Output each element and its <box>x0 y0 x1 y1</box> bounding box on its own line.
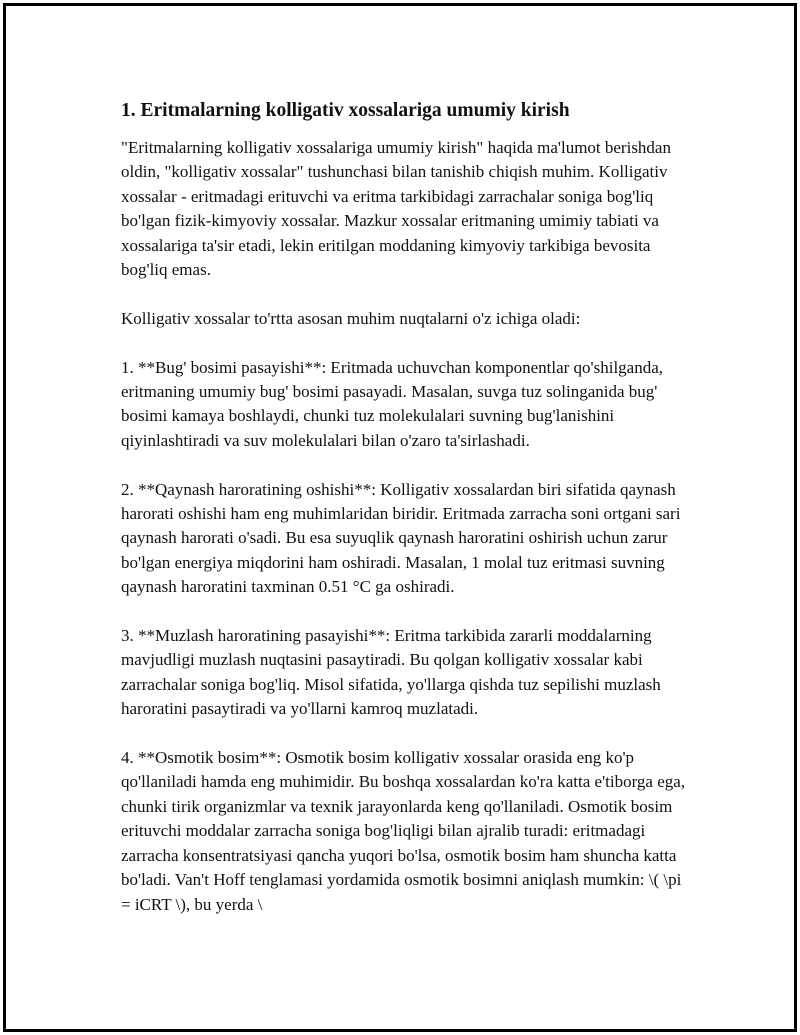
item-boiling-point-paragraph: 2. **Qaynash haroratining oshishi**: Kolligativ xossalardan biri sifatida qaynash harorati oshishi ham eng muhimlaridan biridir. Eritmada zarracha soni ortgani sari qaynash harorati o'sadi. Bu esa suyuqlik qaynash haroratini oshirish uchun zarur bo'lgan energiya miqdorini ham oshiradi. Masalan, 1 molal tuz eritmasi suvning qaynash haroratini taxminan 0.51 °C ga oshiradi. <box>121 479 681 597</box>
document-body <box>121 98 691 941</box>
item-osmotic-pressure-paragraph: 4. **Osmotik bosim**: Osmotik bosim kolligativ xossalar orasida eng ko'p qo'llaniladi hamda eng muhimidir. Bu boshqa xossalardan ko'ra katta e'tiborga ega, chunki tirik organizmlar va texnik jarayonlarda keng qo'llaniladi. Osmotik bosim erituvchi moddalar zarracha soniga bog'liqligi bilan ajralib turadi: eritmadagi zarracha konsentratsiyasi qancha yuqori bo'lsa, osmotik bosim ham shuncha katta bo'ladi. Van't Hoff tenglamasi yordamida osmotik bosimni aniqlash mumkin: \( \pi = iCRT \), bu yerda \ <box>121 748 686 914</box>
item-freezing-point-paragraph: 3. **Muzlash haroratining pasayishi**: Eritma tarkibida zararli moddalarning mavjudligi muzlash nuqtasini pasaytiradi. Bu qolgan kolligativ xossalar kabi zarrachalar soniga bog'liq. Misol sifatida, yo'llarga qishda tuz sepilishi muzlash haroratini pasaytiradi va yo'llarni kamroq muzlatadi. <box>121 626 661 719</box>
intro-paragraph: "Eritmalarning kolligativ xossalariga umumiy kirish" haqida ma'lumot berishdan oldin, "kolligativ xossalar" tushunchasi bilan tanishib chiqish muhim. Kolligativ xossalar - eritmadagi erituvchi va eritma tarkibidagi zarrachalar soniga bog'liq bo'lgan fizik-kimyoviy xossalar. Mazkur xossalar eritmaning umimiy tabiati va xossalariga ta'sir etadi, lekin eritilgan moddaning kimyoviy tarkibiga bevosita bog'liq emas. <box>121 138 671 280</box>
item-vapor-pressure-paragraph: 1. **Bug' bosimi pasayishi**: Eritmada uchuvchan komponentlar qo'shilganda, eritmaning umumiy bug' bosimi pasayadi. Masalan, suvga tuz solinganida bug' bosimi kamaya boshlaydi, chunki tuz molekulalari suvning bug'lanishini qiyinlashtiradi va suv molekulalari bilan o'zaro ta'sirlashadi. <box>121 357 664 450</box>
list-intro-paragraph: Kolligativ xossalar to'rtta asosan muhim nuqtalarni o'z ichiga oladi: <box>121 308 581 328</box>
section-heading: 1. Eritmalarning kolligativ xossalariga umumiy kirish <box>121 100 570 121</box>
document-page <box>3 3 797 1032</box>
